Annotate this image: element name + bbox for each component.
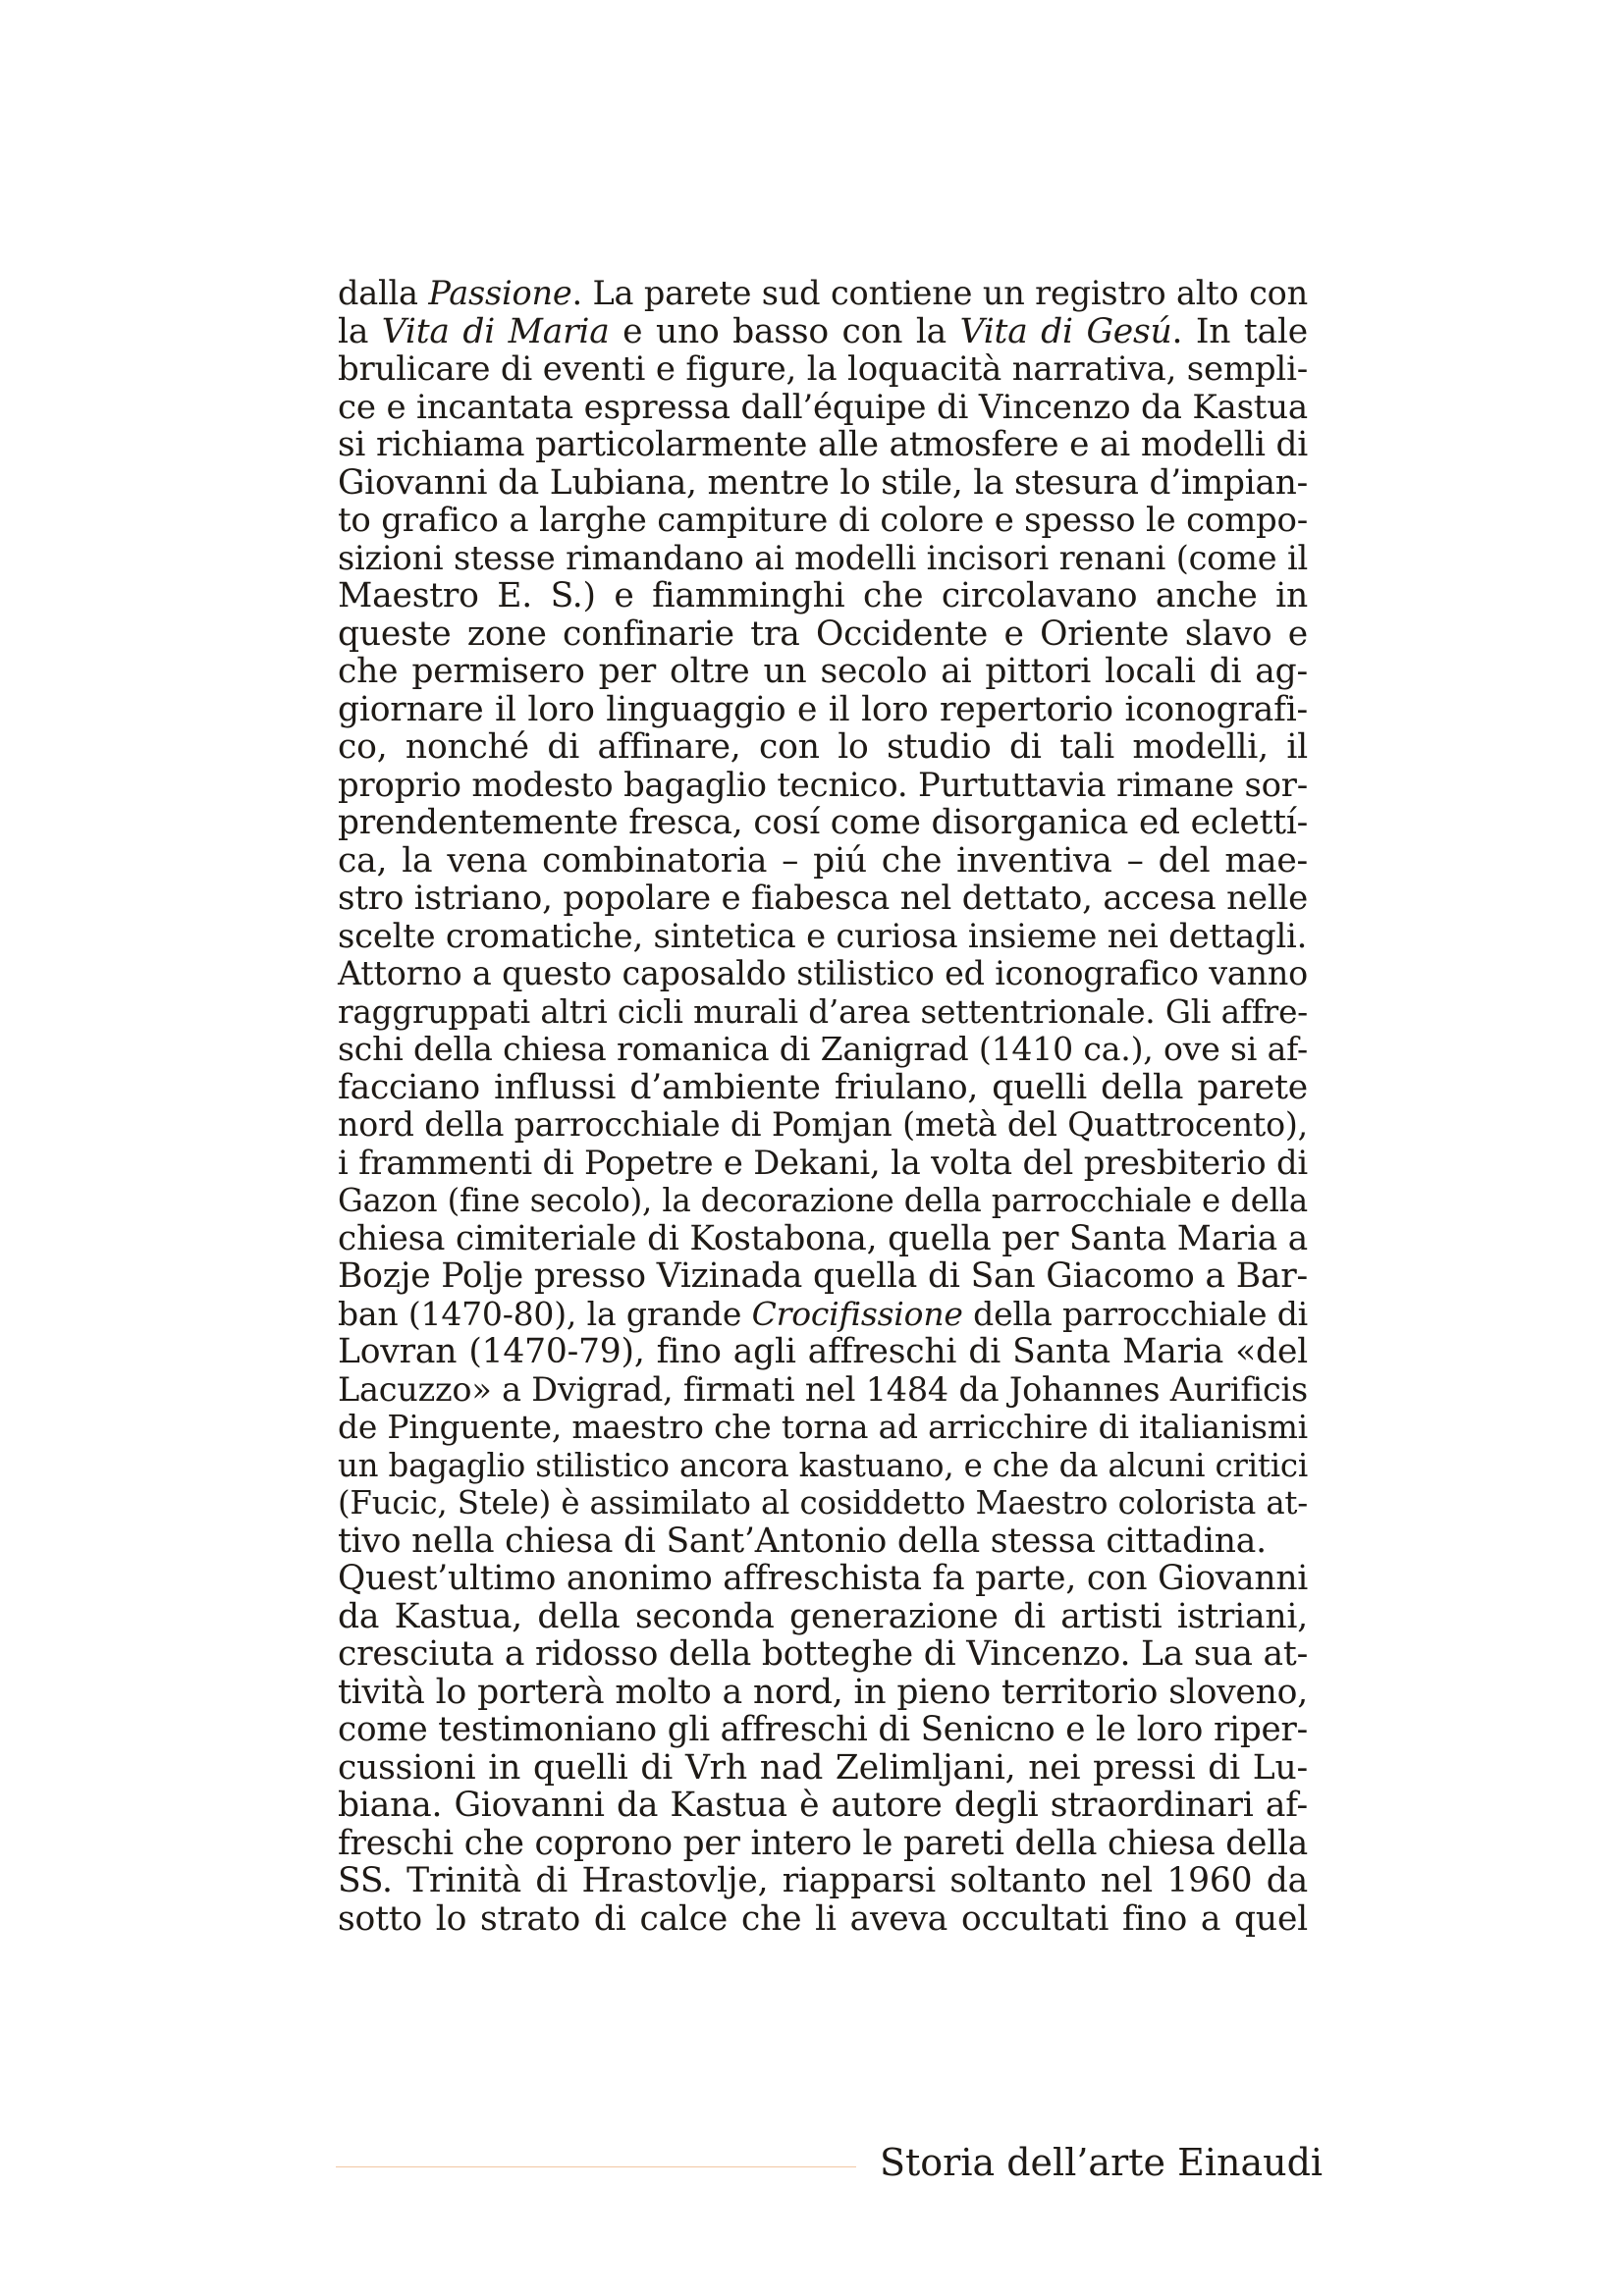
text-run: la xyxy=(338,311,382,351)
text-line xyxy=(338,1484,1308,1522)
text-line xyxy=(338,1900,1308,1939)
text-line xyxy=(338,1635,1308,1674)
text-run: queste zone confinarie tra Occidente e Oriente slavo e xyxy=(338,614,1308,654)
text-run: prendentemente fresca, cosí come disorganica ed eclettí- xyxy=(338,803,1308,842)
text-line xyxy=(338,1220,1308,1258)
text-line xyxy=(338,502,1308,540)
text-run: Quest’ultimo anonimo affreschista fa parte, con Giovanni xyxy=(338,1559,1309,1598)
text-line xyxy=(338,1371,1308,1410)
text-line xyxy=(338,1787,1308,1825)
text-run: de Pinguente, maestro che torna ad arricchire di italianismi xyxy=(338,1408,1308,1446)
text-line xyxy=(338,691,1308,729)
text-run: SS. Trinità di Hrastovlje, riapparsi soltanto nel 1960 da xyxy=(338,1861,1308,1900)
text-line xyxy=(338,313,1308,351)
text-line xyxy=(338,1145,1308,1183)
text-line xyxy=(338,1825,1308,1863)
text-run: e uno basso con la xyxy=(609,311,960,351)
text-line xyxy=(338,993,1308,1032)
text-line xyxy=(338,1257,1308,1296)
text-run: Gazon (fine secolo), la decorazione della parrocchiale e della xyxy=(338,1182,1308,1219)
text-line xyxy=(338,918,1308,956)
text-run: brulicare di eventi e figure, la loquacità narrativa, sempli- xyxy=(338,349,1308,389)
text-line xyxy=(338,842,1308,881)
italic-title: Crocifissione xyxy=(751,1294,963,1333)
text-run: Maestro E. S.) e fiamminghi che circolavano anche in xyxy=(338,576,1308,615)
text-run: biana. Giovanni da Kastua è autore degli straordinari af- xyxy=(338,1786,1308,1825)
text-line xyxy=(338,1598,1308,1636)
text-line xyxy=(338,275,1308,313)
text-line xyxy=(338,1447,1308,1485)
text-run: si richiama particolarmente alle atmosfere e ai modelli di xyxy=(338,425,1308,464)
italic-title: Vita di Gesú xyxy=(959,311,1172,351)
text-run: ban (1470-80), la grande xyxy=(338,1294,752,1333)
text-run: to grafico a larghe campiture di colore e spesso le compo- xyxy=(338,501,1308,539)
text-line xyxy=(338,880,1308,918)
text-run: facciano influssi d’ambiente friulano, quelli della parete xyxy=(338,1067,1308,1107)
text-line xyxy=(338,1522,1308,1561)
text-run: da Kastua, della seconda generazione di artisti istriani, xyxy=(338,1596,1308,1636)
text-run: un bagaglio stilistico ancora kastuano, e che da alcuni critici xyxy=(338,1446,1308,1484)
text-line xyxy=(338,1862,1308,1900)
text-line xyxy=(338,767,1308,805)
italic-title: Vita di Maria xyxy=(381,311,610,351)
text-run: nord della parrocchiale di Pomjan (metà del Quattrocento), xyxy=(338,1105,1308,1144)
text-run: . In tale xyxy=(1171,311,1308,351)
text-run: Lacuzzo» a Dvigrad, firmati nel 1484 da Johannes Aurificis xyxy=(338,1369,1308,1409)
text-line xyxy=(338,615,1308,654)
text-run: co, nonché di affinare, con lo studio di tali modelli, il xyxy=(338,727,1308,767)
footer-rule xyxy=(336,2166,856,2167)
text-line xyxy=(338,464,1308,503)
text-run: dalla xyxy=(338,274,429,312)
text-run: che permisero per oltre un secolo ai pittori locali di ag- xyxy=(338,652,1308,691)
text-run: come testimoniano gli affreschi di Senicno e le loro riper- xyxy=(338,1710,1308,1749)
text-run: stro istriano, popolare e fiabesca nel dettato, accesa nelle xyxy=(338,879,1309,918)
text-run: tivo nella chiesa di Sant’Antonio della stessa cittadina. xyxy=(338,1521,1267,1561)
text-run: giornare il loro linguaggio e il loro repertorio iconografi- xyxy=(338,689,1308,729)
text-run: tività lo porterà molto a nord, in pieno territorio sloveno, xyxy=(338,1672,1308,1712)
text-line xyxy=(338,1031,1308,1069)
text-line xyxy=(338,1182,1308,1220)
text-line xyxy=(338,577,1308,615)
text-line xyxy=(338,728,1308,767)
text-run: cussioni in quelli di Vrh nad Zelimljani, nei pressi di Lu- xyxy=(338,1747,1308,1788)
text-line xyxy=(338,1409,1308,1447)
text-line xyxy=(338,955,1308,993)
text-line xyxy=(338,653,1308,691)
text-run: Attorno a questo caposaldo stilistico ed iconografico vanno xyxy=(338,954,1308,992)
text-run: ca, la vena combinatoria – piú che inventiva – del mae- xyxy=(338,840,1308,881)
text-line xyxy=(338,1333,1308,1371)
text-line xyxy=(338,1069,1308,1107)
text-line xyxy=(338,1749,1308,1788)
text-line xyxy=(338,350,1308,389)
text-run: cresciuta a ridosso della botteghe di Vincenzo. La sua at- xyxy=(338,1634,1309,1674)
text-run: della parrocchiale di xyxy=(962,1294,1308,1333)
text-run: chiesa cimiteriale di Kostabona, quella per Santa Maria a xyxy=(338,1218,1308,1258)
text-run: . La parete sud contiene un registro alto con xyxy=(571,274,1308,312)
text-run: freschi che coprono per intero le pareti della chiesa della xyxy=(338,1823,1308,1863)
text-run: raggruppati altri cicli murali d’area settentrionale. Gli affre- xyxy=(338,992,1308,1031)
text-line xyxy=(338,540,1308,578)
text-line xyxy=(338,804,1308,842)
body-text xyxy=(338,275,1308,1938)
text-line xyxy=(338,389,1308,427)
text-run: sizioni stesse rimandano ai modelli incisori renani (come il xyxy=(338,538,1308,577)
text-run: Bozje Polje presso Vizinada quella di San Giacomo a Bar- xyxy=(338,1256,1308,1296)
text-run: schi della chiesa romanica di Zanigrad (1410 ca.), ove si af- xyxy=(338,1030,1308,1068)
text-line xyxy=(338,1711,1308,1749)
text-run: scelte cromatiche, sintetica e curiosa insieme nei dettagli. xyxy=(338,916,1308,955)
text-line xyxy=(338,426,1308,464)
text-line xyxy=(338,1674,1308,1712)
text-line xyxy=(338,1106,1308,1145)
text-run: i frammenti di Popetre e Dekani, la volta del presbiterio di xyxy=(338,1143,1308,1182)
text-run: proprio modesto bagaglio tecnico. Purtuttavia rimane sor- xyxy=(338,765,1308,804)
footer-title: Storia dell’arte Einaudi xyxy=(880,2141,1324,2184)
text-line xyxy=(338,1560,1308,1598)
italic-title: Passione xyxy=(428,274,572,312)
text-run: sotto lo strato di calce che li aveva occultati fino a quel xyxy=(338,1898,1308,1939)
text-line xyxy=(338,1296,1308,1334)
text-run: Giovanni da Lubiana, mentre lo stile, la stesura d’impian- xyxy=(338,462,1308,503)
text-run: (Fucic, Stele) è assimilato al cosiddetto Maestro colorista at- xyxy=(338,1484,1308,1522)
text-run: Lovran (1470-79), fino agli affreschi di Santa Maria «del xyxy=(338,1332,1308,1371)
text-run: ce e incantata espressa dall’équipe di Vincenzo da Kastua xyxy=(338,387,1308,427)
